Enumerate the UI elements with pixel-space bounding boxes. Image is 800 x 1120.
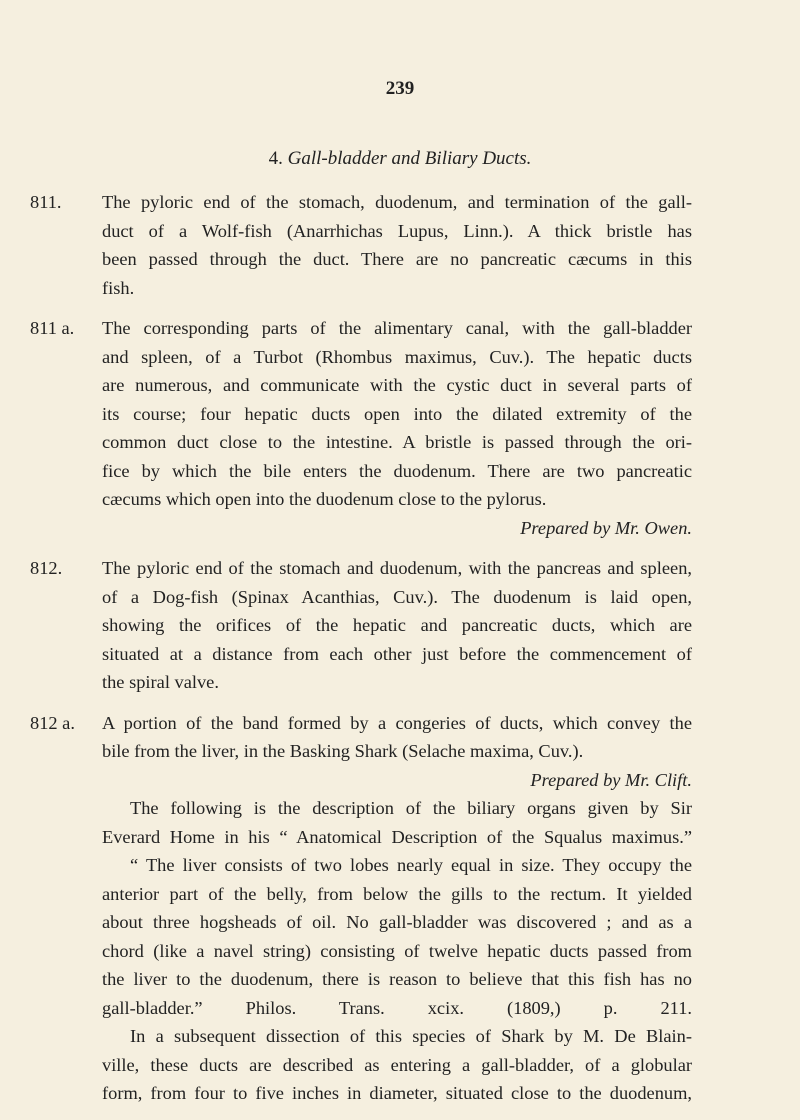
entry-line: chord (like a navel string) consisting of twelve hepatic ducts passed from xyxy=(102,940,692,961)
entry-line: bile from the liver, in the Basking Shark (Selache maxima, Cuv.). xyxy=(102,741,584,761)
entry-number: 811 a. xyxy=(30,318,75,338)
entry-line: been passed through the duct. There are no pancreatic cæcums in this xyxy=(102,249,692,269)
entry-line: ville, these ducts are described as entering a gall-bladder, of a globular xyxy=(102,1054,692,1075)
entry-line: its course; four hepatic ducts open into the dilated extremity of the xyxy=(102,403,692,424)
entry-line: The following is the description of the biliary organs given by Sir xyxy=(130,798,692,818)
entry-line: A portion of the band formed by a congeries of ducts, which convey the xyxy=(102,712,692,733)
entry-number: 812 a. xyxy=(30,712,75,733)
entry-line: of a Dog-fish (Spinax Acanthias, Cuv.). The duodenum is laid open, xyxy=(102,586,692,607)
page-number: 239 xyxy=(385,78,415,99)
section-heading xyxy=(0,148,800,170)
entry-811 xyxy=(30,188,692,302)
entry-line: about three hogsheads of oil. No gall-bladder was discovered ; and as a xyxy=(102,912,692,932)
entry-812a xyxy=(30,709,692,1108)
entry-line: showing the orifices of the hepatic and pancreatic ducts, which are xyxy=(102,615,692,635)
entry-line: fice by which the bile enters the duodenum. There are two pancreatic xyxy=(102,460,692,481)
entry-line: In a subsequent dissection of this species of Shark by M. De Blain- xyxy=(130,1026,692,1046)
entry-line: form, from four to five inches in diameter, situated close to the duodenum, xyxy=(102,1083,692,1103)
section-title: Gall-bladder and Biliary Ducts. xyxy=(287,148,532,169)
entry-line: duct of a Wolf-fish (Anarrhichas Lupus, Linn.). A thick bristle has xyxy=(102,220,692,241)
entry-line: gall-bladder.” Philos. Trans. xcix. (1809,) p. 211. xyxy=(102,997,692,1018)
entry-line: common duct close to the intestine. A bristle is passed through the ori- xyxy=(102,432,692,452)
entry-line: Everard Home in his “ Anatomical Description of the Squalus maximus.” xyxy=(102,826,692,847)
entry-line: “ The liver consists of two lobes nearly equal in size. They occupy the xyxy=(130,855,692,875)
entry-811a xyxy=(30,314,692,542)
entry-number: 812. xyxy=(30,558,63,578)
entry-line: The pyloric end of the stomach, duodenum, and termination of the gall- xyxy=(102,192,692,212)
prepared-by: Prepared by Mr. Owen. xyxy=(520,517,692,538)
entry-line: The pyloric end of the stomach and duodenum, with the pancreas and spleen, xyxy=(102,558,692,578)
entry-line: situated at a distance from each other just before the commencement of xyxy=(102,643,692,664)
prepared-by: Prepared by Mr. Clift. xyxy=(530,769,692,790)
entry-line: fish. xyxy=(102,277,135,298)
entry-number: 811. xyxy=(30,192,62,212)
entry-line: and spleen, of a Turbot (Rhombus maximus, Cuv.). The hepatic ducts xyxy=(102,346,692,367)
entry-line: the spiral valve. xyxy=(102,672,219,692)
entry-line: The corresponding parts of the alimentary canal, with the gall-bladder xyxy=(102,318,692,338)
entry-812 xyxy=(30,554,692,697)
entry-line: the liver to the duodenum, there is reason to believe that this fish has no xyxy=(102,969,692,989)
entry-line: anterior part of the belly, from below the gills to the rectum. It yielded xyxy=(102,883,692,904)
entry-line: are numerous, and communicate with the cystic duct in several parts of xyxy=(102,375,692,395)
entry-line: cæcums which open into the duodenum close to the pylorus. xyxy=(102,489,547,509)
section-number: 4. xyxy=(268,148,283,169)
body-text xyxy=(30,188,692,1120)
